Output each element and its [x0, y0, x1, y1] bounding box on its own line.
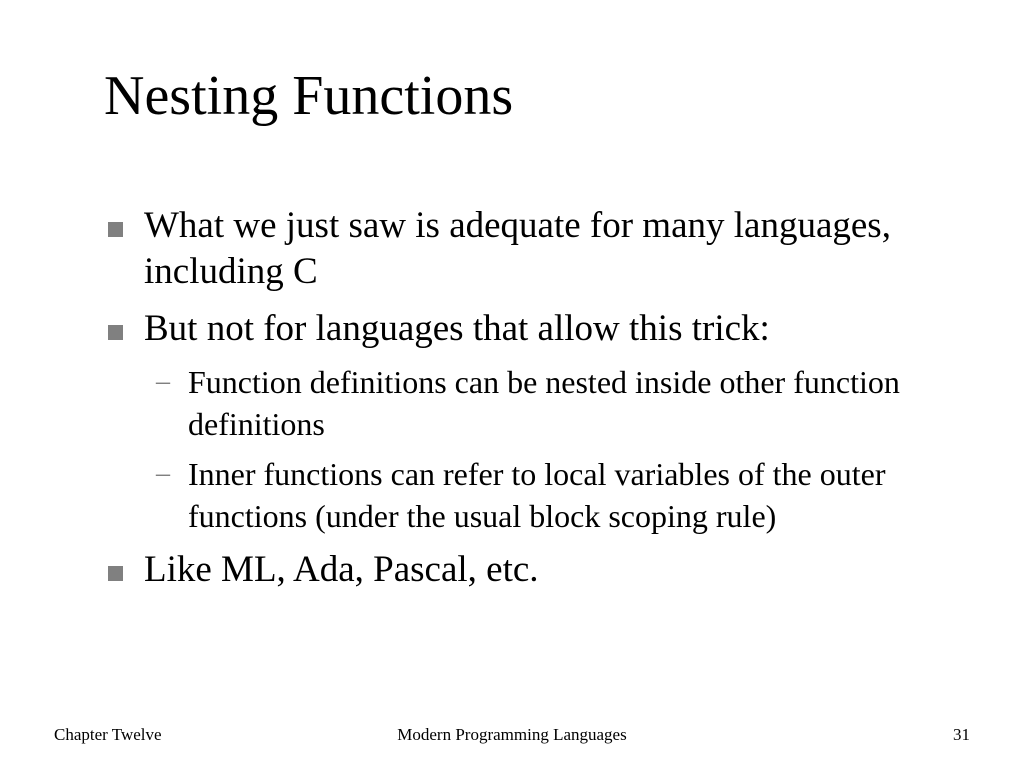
sub-bullet-text: Function definitions can be nested inside other function definitions	[188, 364, 900, 442]
footer-chapter: Chapter Twelve	[54, 725, 162, 744]
page-number: 31	[953, 725, 970, 744]
square-bullet-icon	[108, 566, 123, 581]
sub-bullet-list	[100, 361, 960, 537]
bullet-text: But not for languages that allow this trick:	[144, 308, 770, 349]
sub-bullet-item	[100, 361, 960, 445]
bullet-list	[100, 203, 960, 604]
dash-bullet-icon: –	[156, 366, 170, 397]
dash-bullet-icon: –	[156, 458, 170, 489]
bullet-item	[100, 203, 960, 295]
bullet-item	[100, 306, 960, 352]
bullet-text: What we just saw is adequate for many languages, including C	[144, 205, 891, 292]
bullet-text: Like ML, Ada, Pascal, etc.	[144, 549, 539, 590]
square-bullet-icon	[108, 325, 123, 340]
square-bullet-icon	[108, 222, 123, 237]
bullet-item	[100, 547, 960, 593]
slide-title: Nesting Functions	[104, 65, 514, 127]
sub-bullet-item	[100, 453, 960, 537]
sub-bullet-text: Inner functions can refer to local variables of the outer functions (under the usual block scoping rule)	[188, 456, 886, 534]
footer-course-title: Modern Programming Languages	[397, 725, 627, 744]
